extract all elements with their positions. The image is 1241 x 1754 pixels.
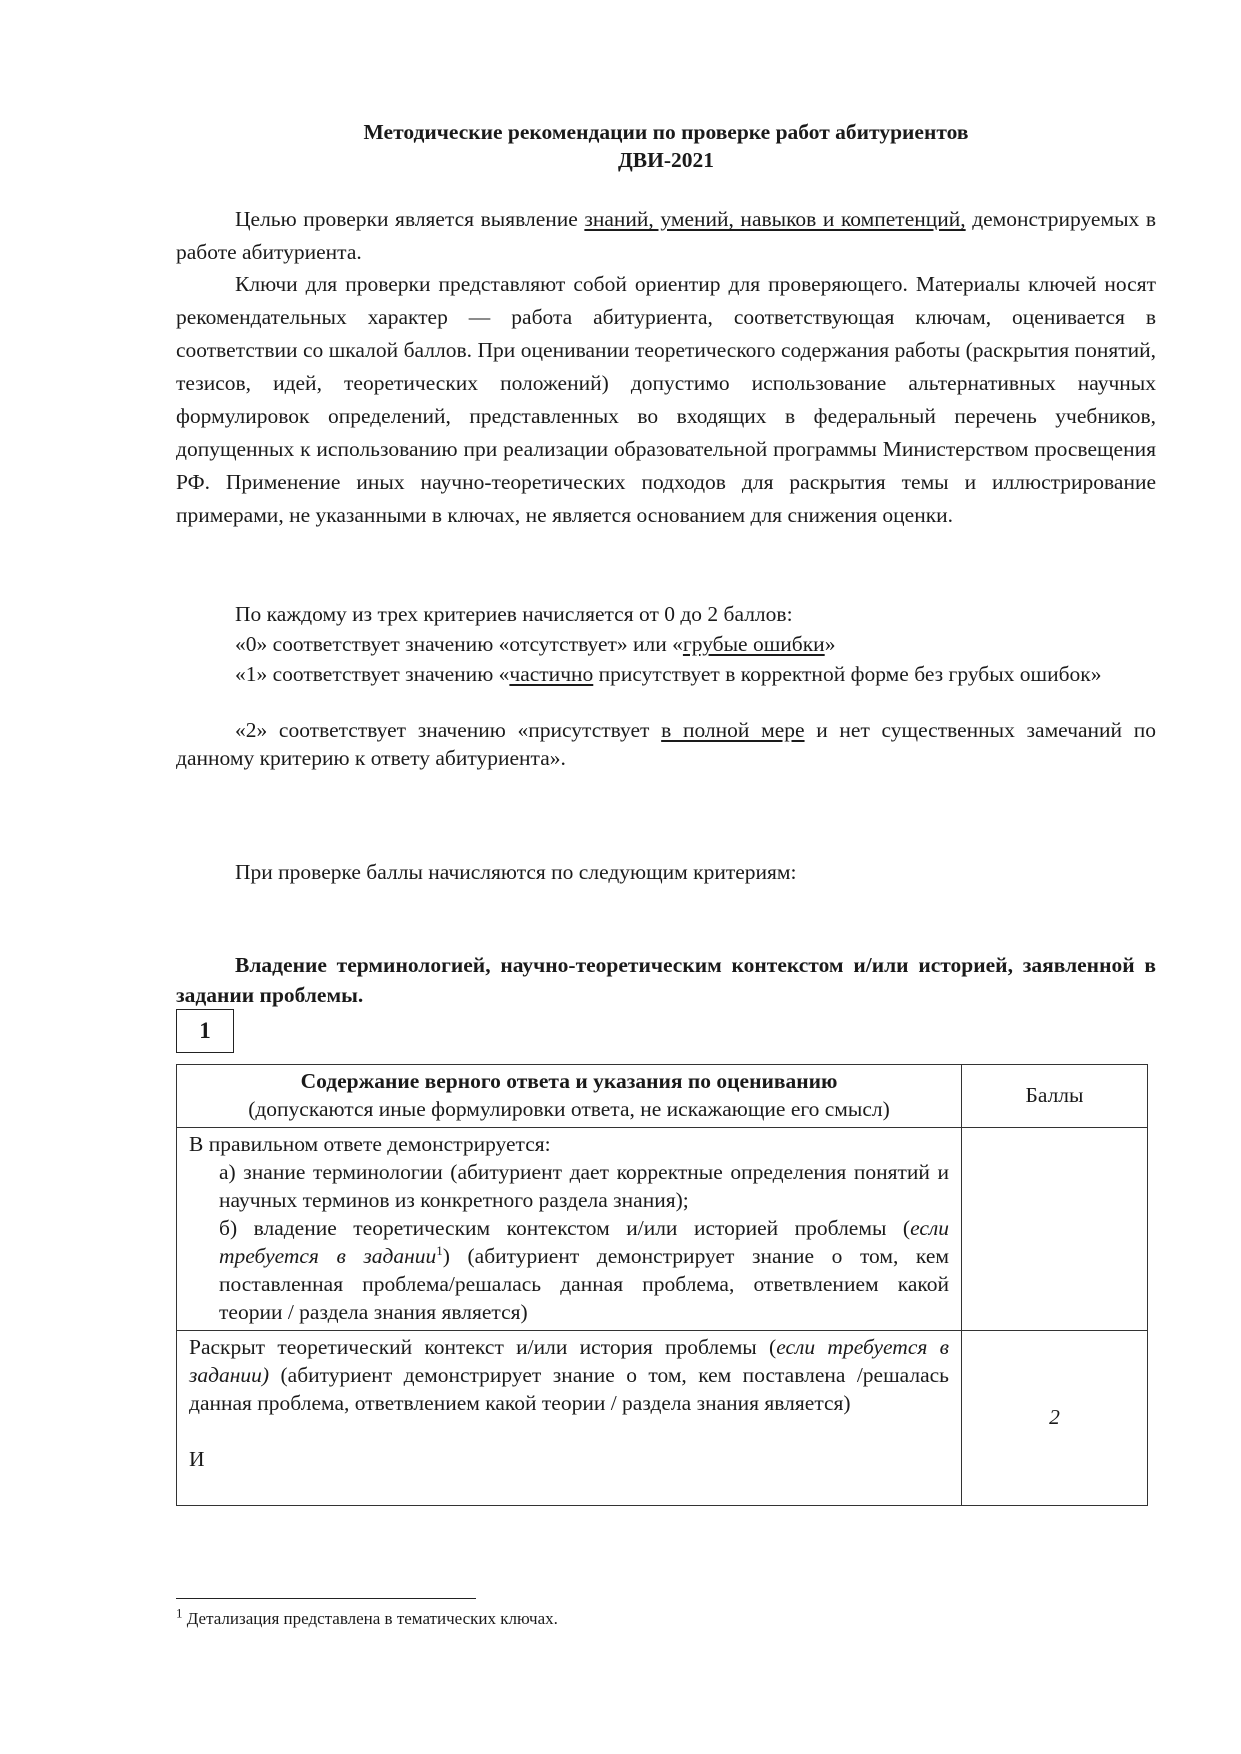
row1-item-a: а) знание терминологии (абитуриент дает корректные определения понятий и научных терминов из конкретного раздела знания); [219,1160,949,1212]
header-score-cell: Баллы [962,1065,1148,1128]
row2-score-cell: 2 [962,1331,1148,1506]
intro-paragraph-1: Целью проверки является выявление знаний, умений, навыков и компетенций, демонстрируемых в работе абитуриента. [176,207,1156,264]
header-sub: (допускаются иные формулировки ответа, не искажающие его смысл) [248,1097,890,1121]
row1-intro: В правильном ответе демонстрируется: [189,1132,551,1156]
row2-content-cell [177,1331,962,1506]
score-0-description: «0» соответствует значению «отсутствует» или «грубые ошибки» [235,632,836,656]
title-line-1: Методические рекомендации по проверке работ абитуриентов [363,120,969,144]
footnote-separator [176,1598,476,1599]
criteria-heading: При проверке баллы начисляются по следующим критериям: [235,860,797,884]
header-content-cell [177,1065,962,1128]
criterion-number-box: 1 [176,1009,234,1053]
row1-item-b: б) владение теоретическим контекстом и/или историей проблемы (если требуется в задании$^1$) (абитуриент демонстрирует знание о том, кем поставленная проблема/решалась данная проблема, ответвлением какой теории / раздела знания является) [219,1216,949,1324]
score-2-description: «2» соответствует значению «присутствует в полной мере и нет существенных замечаний по данному критерию к ответу абитуриента». [176,718,1156,770]
row1-content-cell [177,1128,962,1331]
table-row [177,1331,1148,1506]
criteria-scale-intro: По каждому из трех критериев начисляется от 0 до 2 баллов: [235,602,793,626]
header-main: Содержание верного ответа и указания по оцениванию [300,1069,838,1093]
table-header-row [177,1065,1148,1128]
underlined-competencies: знаний, умений, навыков и компетенций, [584,207,966,231]
criterion-1-title: Владение терминологией, научно-теоретическим контекстом и/или историей, заявленной в задании проблемы. [176,953,1156,1007]
footnote [176,1607,558,1631]
footnote-ref: 1 [436,1242,443,1258]
row2-text: Раскрыт теоретический контекст и/или история проблемы (если требуется в задании) (абитуриент демонстрирует знание о том, кем поставлена /решалась данная проблема, ответвлением какой теории / раздела знания является) [189,1335,949,1415]
score-1-description: «1» соответствует значению «частично присутствует в корректной форме без грубых ошибок» [235,662,1102,686]
document-title [176,118,1156,174]
criteria-table [176,1064,1148,1506]
row1-score-cell [962,1128,1148,1331]
intro-paragraph-2: Ключи для проверки представляют собой ориентир для проверяющего. Материалы ключей носят рекомендательных характер — работа абитуриента, соответствующая ключам, оценивается в соответствии со шкалой баллов. При оценивании теоретического содержания работы (раскрытия понятий, тезисов, идей, теоретических положений) допустимо использование альтернативных научных формулировок определений, представленных во входящих в федеральный перечень учебников, допущенных к использованию при реализации образовательной программы Министерством просвещения РФ. Применение иных научно-теоретических подходов для раскрытия темы и иллюстрирование примерами, не указанными в ключах, не является основанием для снижения оценки. [176,272,1156,527]
title-line-2: ДВИ-2021 [617,148,714,172]
footnote-marker: 1 [176,1605,183,1621]
table-row [177,1128,1148,1331]
row2-conjunction: И [189,1447,205,1471]
footnote-text: Детализация представлена в тематических ключах. [186,1609,558,1628]
